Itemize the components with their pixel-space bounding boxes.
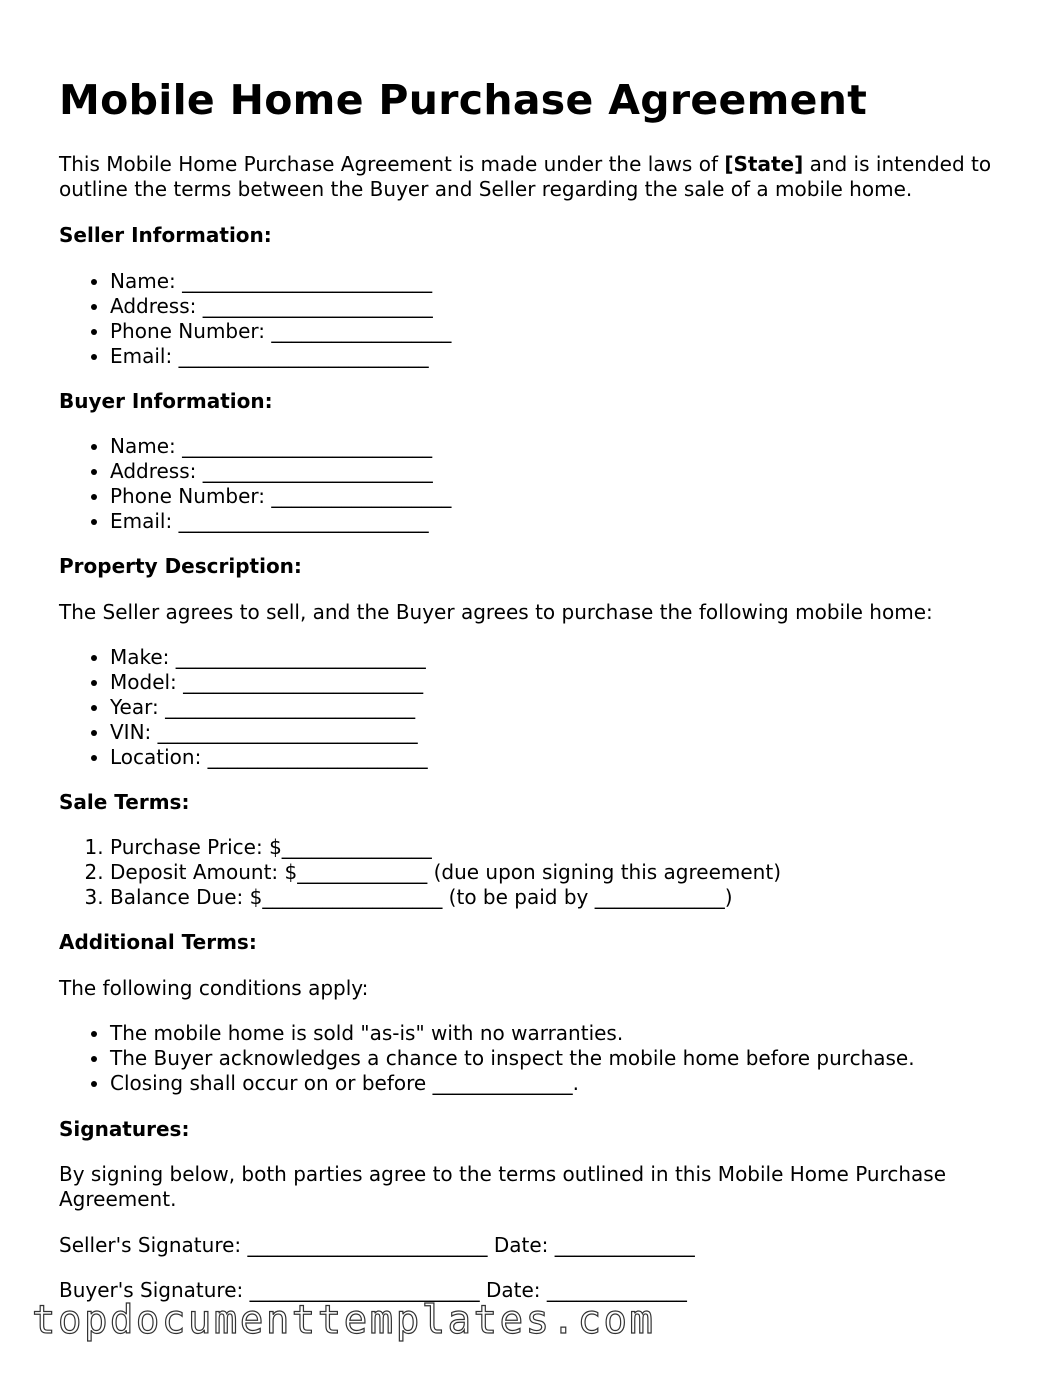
balance-due-field: 3. Balance Due: $__________________ (to be paid by _____________) (110, 885, 1062, 910)
property-year-field: • Year: _________________________ (110, 695, 1062, 720)
document-title: Mobile Home Purchase Agreement (59, 76, 868, 124)
buyer-name-field: • Name: _________________________ (110, 434, 1062, 459)
property-heading: Property Description: (59, 554, 302, 578)
property-location-field: • Location: ______________________ (110, 745, 1062, 770)
sale-terms-list (59, 835, 1062, 910)
property-vin-field: • VIN: __________________________ (110, 720, 1062, 745)
signatures-heading: Signatures: (59, 1117, 190, 1141)
seller-list (59, 269, 1062, 369)
deposit-amount-field: 2. Deposit Amount: $_____________ (due upon signing this agreement) (110, 860, 1062, 885)
intro-paragraph (59, 152, 1019, 202)
buyer-signature-line: Buyer's Signature: _______________________ Date: ______________ (59, 1278, 687, 1302)
seller-email-field: • Email: _________________________ (110, 344, 1062, 369)
seller-signature-line: Seller's Signature: ________________________ Date: ______________ (59, 1233, 695, 1257)
intro-state: [State] (724, 152, 804, 176)
seller-name-field: • Name: _________________________ (110, 269, 1062, 294)
property-text: The Seller agrees to sell, and the Buyer agrees to purchase the following mobile home: (59, 600, 933, 624)
property-model-field: • Model: ________________________ (110, 670, 1062, 695)
seller-address-field: • Address: _______________________ (110, 294, 1062, 319)
buyer-heading: Buyer Information: (59, 389, 273, 413)
list-item: • The Buyer acknowledges a chance to inspect the mobile home before purchase. (110, 1046, 1062, 1071)
property-make-field: • Make: _________________________ (110, 645, 1062, 670)
additional-terms-list (59, 1021, 1062, 1096)
seller-heading: Seller Information: (59, 223, 272, 247)
purchase-price-field: 1. Purchase Price: $_______________ (110, 835, 1062, 860)
list-item: • Closing shall occur on or before ______________. (110, 1071, 1062, 1096)
property-list (59, 645, 1062, 770)
buyer-address-field: • Address: _______________________ (110, 459, 1062, 484)
buyer-list (59, 434, 1062, 534)
buyer-phone-field: • Phone Number: __________________ (110, 484, 1062, 509)
sale-terms-heading: Sale Terms: (59, 790, 190, 814)
intro-text-after: and is intended to outline the terms between the Buyer and Seller regarding the sale of a mobile home. (59, 152, 992, 201)
signatures-text: By signing below, both parties agree to the terms outlined in this Mobile Home Purchase Agreement. (59, 1162, 947, 1211)
list-item: • The mobile home is sold "as-is" with no warranties. (110, 1021, 1062, 1046)
seller-phone-field: • Phone Number: __________________ (110, 319, 1062, 344)
additional-terms-text: The following conditions apply: (59, 976, 369, 1000)
watermark: topdocumenttemplates.com (32, 1298, 656, 1343)
buyer-email-field: • Email: _________________________ (110, 509, 1062, 534)
intro-text-before: This Mobile Home Purchase Agreement is made under the laws of (59, 152, 725, 176)
additional-terms-heading: Additional Terms: (59, 930, 257, 954)
